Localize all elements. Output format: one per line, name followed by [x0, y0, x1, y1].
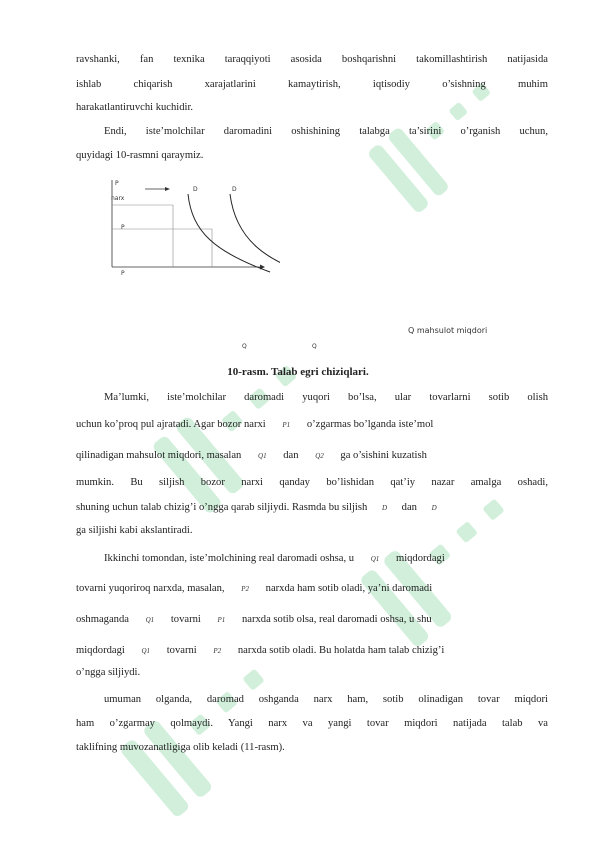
math-symbol: P1: [217, 616, 226, 624]
shift-arrow-head-icon: [165, 187, 170, 191]
paragraph-line: o’ngga siljiydi.: [76, 667, 141, 678]
math-symbol: Q2: [315, 452, 324, 460]
figure-p-label: P: [115, 180, 119, 187]
text-run: dan: [283, 450, 299, 461]
text-run: Ikkinchi tomondan, iste’molchining real daromadi oshsa, u: [104, 553, 355, 564]
paragraph-line: [76, 501, 548, 515]
text-run: tovarni: [170, 614, 201, 625]
text-run: uchun ko’proq pul ajratadi. Agar bozor narxi: [76, 419, 266, 430]
demand-curves-figure: [100, 172, 280, 282]
text-run: o’zgarmas bo’lganda iste’mol: [306, 419, 434, 430]
paragraph-line: quyidagi 10-rasmni qaraymiz.: [76, 150, 204, 161]
math-symbol: Q1: [145, 616, 155, 624]
paragraph-line: [76, 644, 548, 658]
paragraph-line: [76, 449, 548, 463]
paragraph-line: [76, 582, 548, 596]
math-symbol: P2: [241, 585, 249, 593]
text-run: narxda ham sotib oladi, ya’ni daromadi: [265, 583, 433, 594]
math-symbol: D: [431, 504, 437, 512]
text-run: shuning uchun talab chizig’i o’ngga qarab siljiydi. Rasmda bu siljish: [76, 502, 368, 513]
paragraph-line: taklifning muvozanatligiga olib keladi (11-rasm).: [76, 742, 285, 753]
text-run: tovarni: [166, 645, 197, 656]
math-symbol: Q1: [370, 555, 380, 563]
math-symbol: P2: [213, 647, 222, 655]
math-symbol: P1: [282, 421, 291, 429]
text-run: dan: [401, 502, 417, 513]
paragraph-line: [76, 552, 548, 566]
text-run: narxda sotib oladi. Bu holatda ham talab chizig’i: [237, 645, 445, 656]
text-run: ga o’sishini kuzatish: [340, 450, 427, 461]
math-symbol: Q1: [258, 452, 267, 460]
text-run: miqdordagi: [395, 553, 445, 564]
text-run: narxda sotib olsa, real daromadi oshsa, u shu: [241, 614, 432, 625]
demand-curve-d: [188, 194, 270, 272]
figure-q-axis-label: Q mahsulot miqdori: [408, 326, 488, 335]
math-symbol: Q1: [141, 647, 151, 655]
figure-p1-label: P: [121, 270, 125, 277]
paragraph-line: ga siljishi kabi akslantiradi.: [76, 525, 193, 536]
paragraph-line: ravshanki, fan texnika taraqqiyoti asosida boshqarishni takomillashtirish natijasida: [76, 54, 548, 65]
text-run: miqdordagi: [76, 645, 125, 656]
text-run: oshmaganda: [76, 614, 129, 625]
figure-q1-label: Q: [242, 343, 247, 350]
paragraph-line: [76, 613, 548, 627]
text-run: tovarni yuqoriroq narxda, masalan,: [76, 583, 225, 594]
figure-caption: 10-rasm. Talab egri chiziqlari.: [227, 366, 369, 378]
figure-narx-label: narx: [111, 195, 125, 202]
paragraph-line: harakatlantiruvchi kuchidir.: [76, 102, 194, 113]
text-run: qilinadigan mahsulot miqdori, masalan: [76, 450, 242, 461]
figure-p2-label: P: [121, 224, 125, 231]
figure-q2-label: Q: [312, 343, 317, 350]
paragraph-line: Ma’lumki, iste’molchilar daromadi yuqori bo’lsa, ular tovarlarni sotib olish: [104, 392, 548, 403]
math-symbol: D: [381, 504, 388, 512]
paragraph-line: ishlab chiqarish xarajatlarini kamaytirish, iqtisodiy o’sishning muhim: [76, 79, 548, 90]
demand-curve-d1: [230, 194, 280, 274]
paragraph-line: Endi, iste’molchilar daromadini oshishining talabga ta’sirini o’rganish uchun,: [104, 126, 548, 137]
paragraph-line: [76, 418, 548, 432]
paragraph-line: ham o’zgarmay qolmaydi. Yangi narx va yangi tovar miqdori natijada talab va: [76, 718, 548, 729]
paragraph-line: umuman olganda, daromad oshganda narx ham, sotib olinadigan tovar miqdori: [104, 694, 548, 705]
paragraph-line: mumkin. Bu siljish bozor narxi qanday bo’lishidan qat’iy nazar amalga oshadi,: [76, 477, 548, 488]
figure-d-label: D: [193, 186, 198, 193]
figure-d1-label: D: [232, 186, 237, 193]
